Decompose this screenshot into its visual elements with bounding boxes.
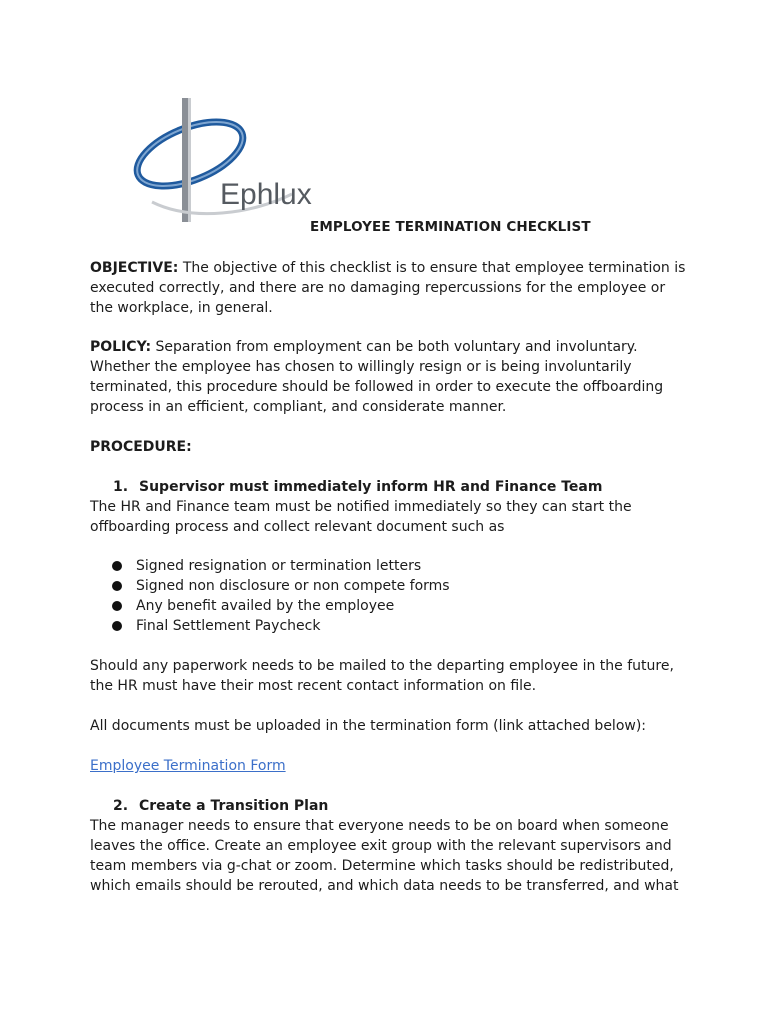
objective-label: OBJECTIVE: bbox=[90, 260, 179, 276]
form-link-row bbox=[90, 756, 690, 776]
step-2-text: The manager needs to ensure that everyone needs to be on board when someone leaves the office. Create an employee exit group with the relevant supervisors and team members via g-chat or zoom. Determine which tasks should be redistributed, which emails should be rerouted, and which data needs to be transferred, and what bbox=[90, 818, 679, 894]
bullet-icon bbox=[112, 561, 122, 571]
step-1-title: Supervisor must immediately inform HR and Finance Team bbox=[139, 479, 603, 495]
document-list bbox=[110, 556, 450, 636]
ephlux-logo bbox=[132, 96, 312, 226]
objective-paragraph bbox=[90, 258, 690, 318]
list-item: Signed non disclosure or non compete forms bbox=[110, 576, 450, 596]
bullet-icon bbox=[112, 581, 122, 591]
step-1-heading bbox=[113, 477, 602, 497]
step-1-number: 1. bbox=[113, 479, 129, 495]
list-item: Signed resignation or termination letters bbox=[110, 556, 450, 576]
policy-label: POLICY: bbox=[90, 339, 152, 355]
bullet-icon bbox=[112, 601, 122, 611]
list-item: Final Settlement Paycheck bbox=[110, 616, 450, 636]
list-item: Any benefit availed by the employee bbox=[110, 596, 450, 616]
document-title: EMPLOYEE TERMINATION CHECKLIST bbox=[310, 219, 591, 235]
step-2-number: 2. bbox=[113, 798, 129, 814]
step-2-title: Create a Transition Plan bbox=[139, 798, 329, 814]
policy-paragraph bbox=[90, 337, 690, 417]
step-2-heading bbox=[113, 796, 328, 816]
policy-text: Separation from employment can be both voluntary and involuntary. Whether the employee has chosen to willingly resign or is being involuntarily terminated, this procedure should be followed in order to execute the offboarding process in an efficient, compliant, and considerate manner. bbox=[90, 339, 664, 415]
objective-text: The objective of this checklist is to ensure that employee termination is executed correctly, and there are no damaging repercussions for the employee or the workplace, in general. bbox=[90, 260, 686, 316]
upload-note: All documents must be uploaded in the termination form (link attached below): bbox=[90, 718, 647, 734]
logo-text: Ephlux bbox=[220, 178, 312, 211]
bullet-icon bbox=[112, 621, 122, 631]
employee-termination-form-link[interactable]: Employee Termination Form bbox=[90, 758, 286, 774]
paperwork-note: Should any paperwork needs to be mailed to the departing employee in the future, the HR must have their most recent contact information on file. bbox=[90, 658, 674, 694]
procedure-heading: PROCEDURE: bbox=[90, 439, 192, 455]
step-1-text: The HR and Finance team must be notified immediately so they can start the offboarding process and collect relevant document such as bbox=[90, 499, 632, 535]
